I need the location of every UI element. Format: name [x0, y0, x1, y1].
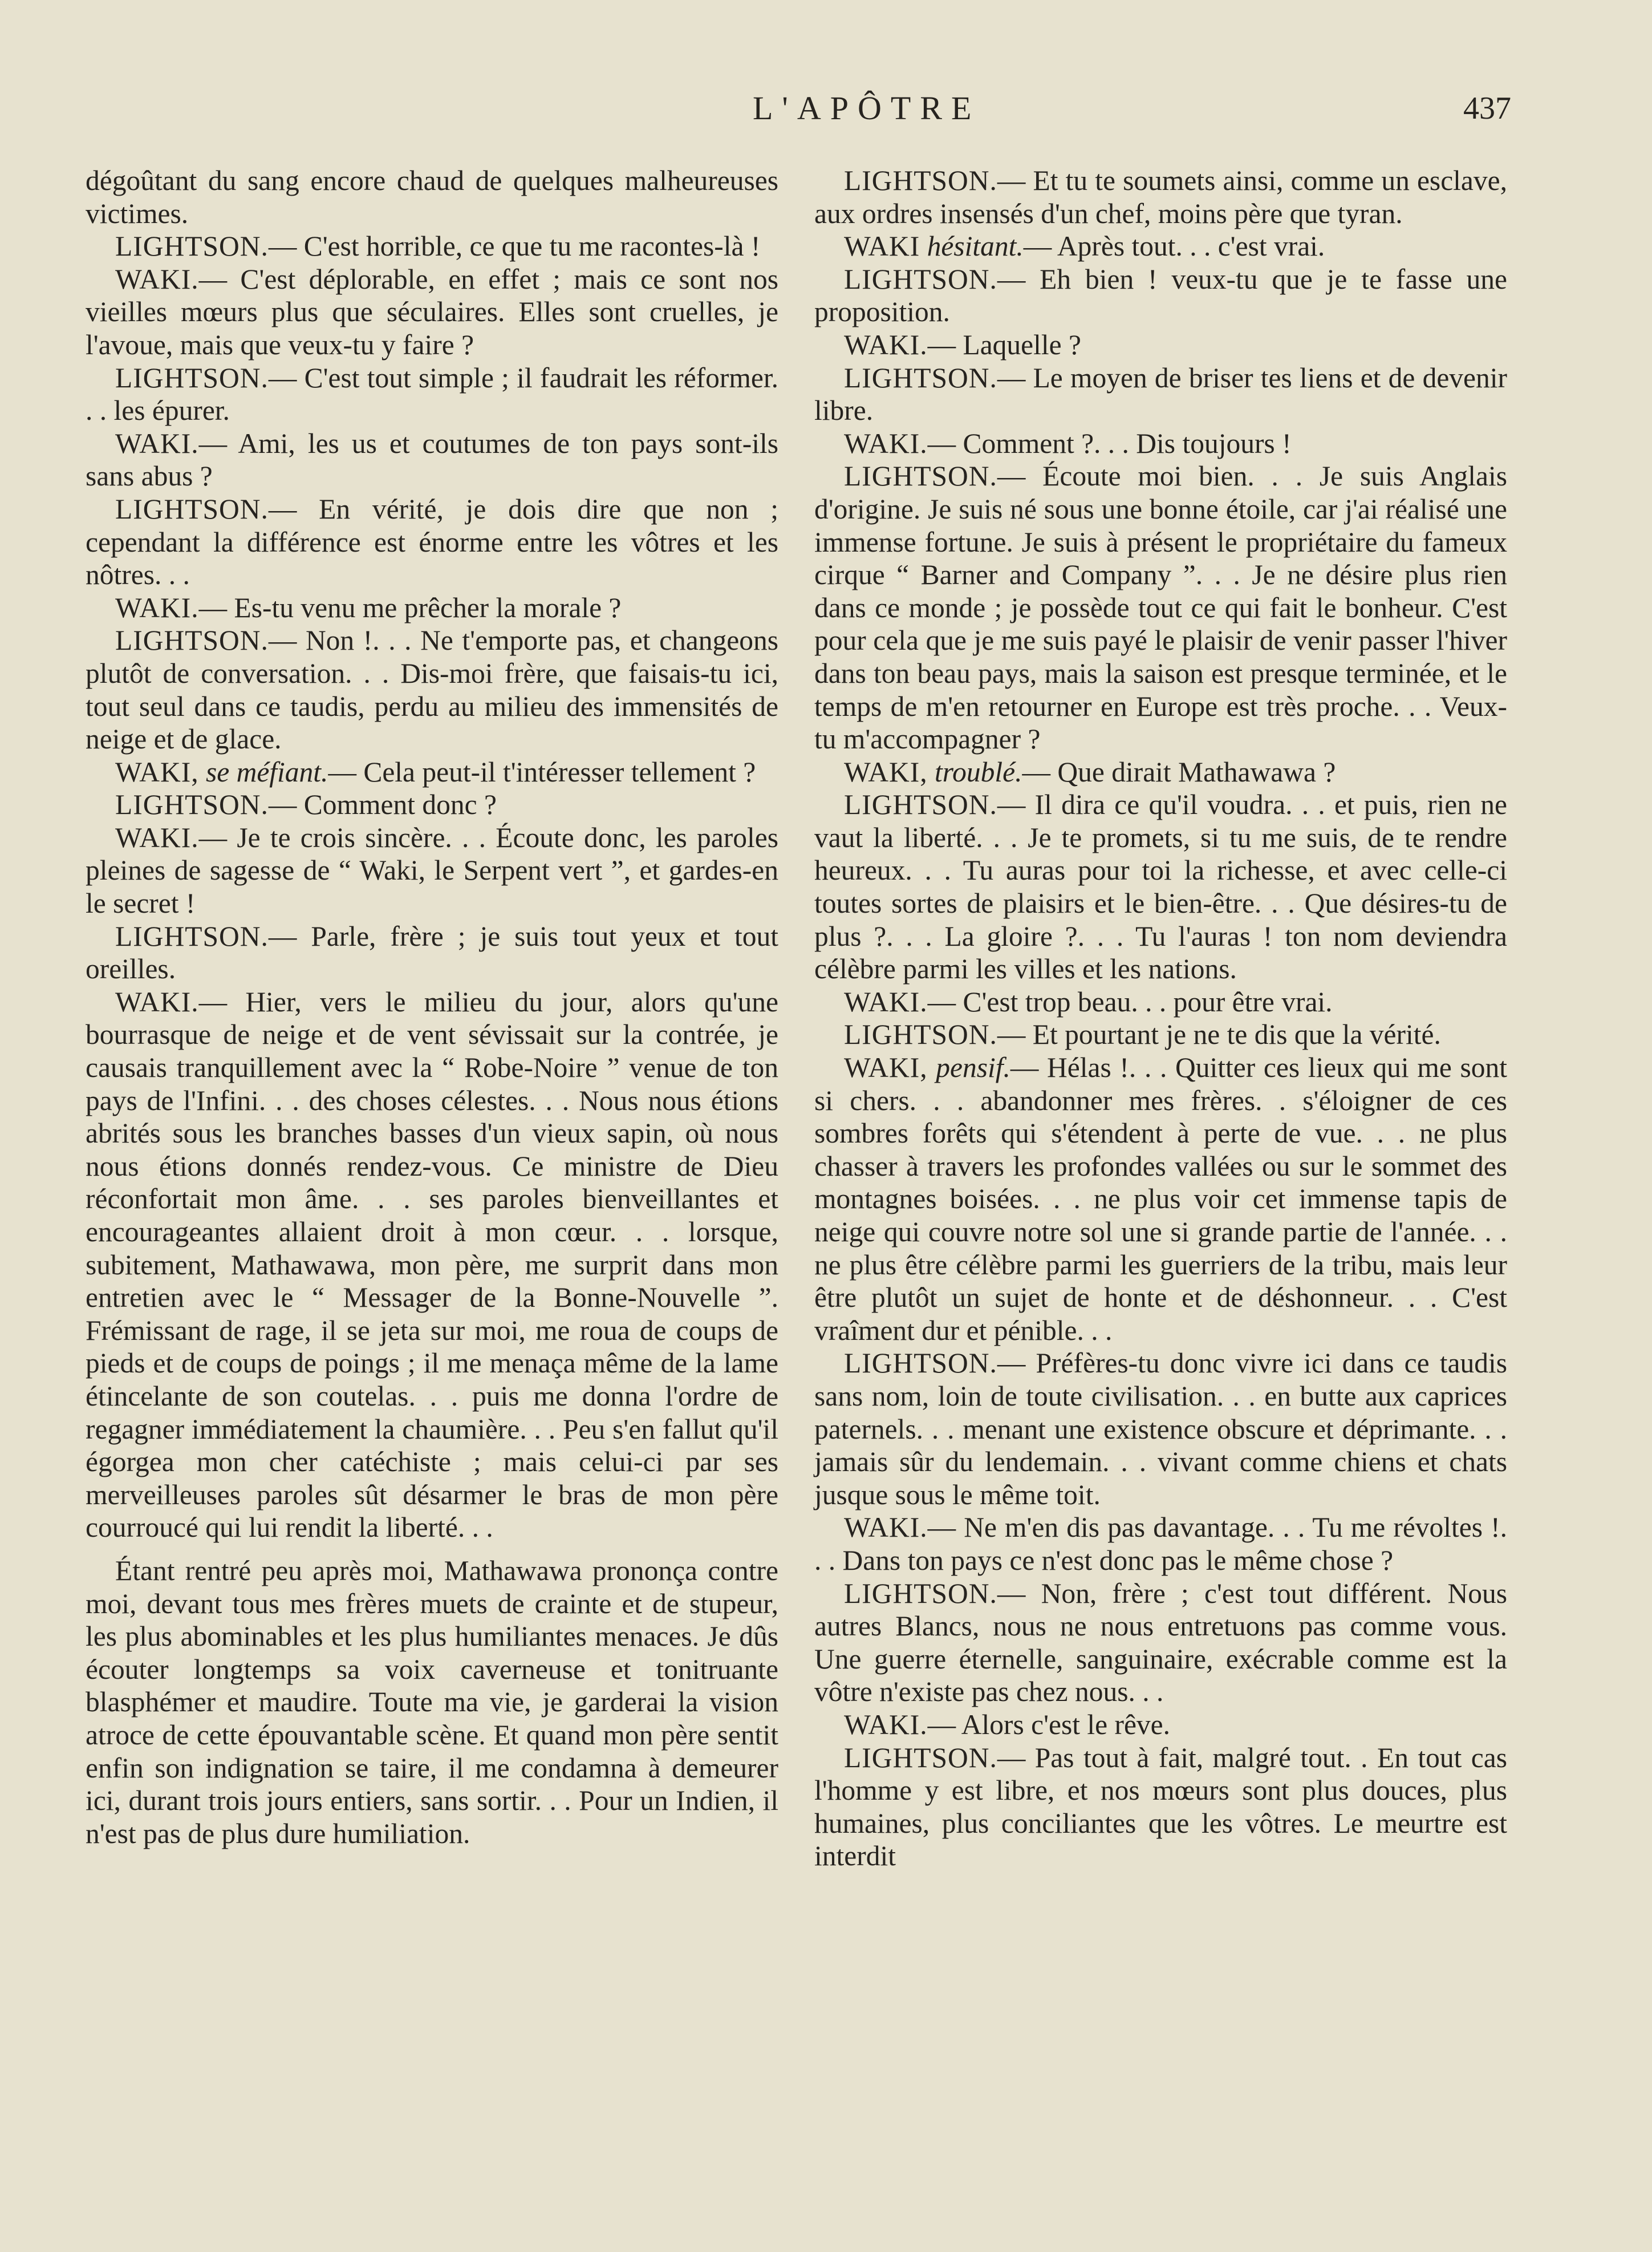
- speaker-name: LIGHTSON.: [115, 493, 269, 525]
- line-text: — Je te crois sincère. . . Écoute donc, les paroles pleines de sagesse de “ Waki, le Serpent vert ”, et gardes-en le secret !: [86, 821, 778, 920]
- speaker-name: WAKI.: [115, 427, 199, 459]
- speaker-name: WAKI.: [115, 821, 199, 853]
- line-text: — Non !. . . Ne t'emporte pas, et changeons plutôt de conversation. . . Dis-moi frère, que faisais-tu ici, tout seul dans ce taudis, perdu au milieu des immensités de neige et de glace.: [86, 625, 778, 755]
- dialogue-line: [814, 329, 1507, 362]
- dialogue-line: [814, 986, 1507, 1019]
- left-column: [86, 164, 778, 1850]
- dialogue-line: [86, 427, 778, 493]
- line-text: — En vérité, je dois dire que non ; cependant la différence est énorme entre les vôtres et les nôtres. . .: [86, 493, 778, 591]
- dialogue-line: [86, 756, 778, 789]
- line-text: — Parle, frère ; je suis tout yeux et tout oreilles.: [86, 920, 778, 985]
- dialogue-line: [814, 164, 1507, 230]
- text-paragraph: [86, 1554, 778, 1850]
- dialogue-line: [814, 1708, 1507, 1741]
- line-text: — Hélas !. . . Quitter ces lieux qui me sont si chers. . . abandonner mes frères. . s'éloigner de ces sombres forêts qui s'étendent à perte de vue. . . ne plus chasser à travers les profondes vallées ou sur le sommet des montagnes boisées. . . ne plus voir cet immense tapis de neige qui couvre notre sol une si grande partie de l'année. . . ne plus être célèbre parmi les guerriers de la tribu, mais leur être plutôt un sujet de honte et de déshonneur. . . C'est vraîment dur et pénible. . .: [814, 1052, 1507, 1346]
- speaker-name: WAKI: [844, 230, 920, 262]
- line-text: — Alors c'est le rêve.: [927, 1708, 1171, 1740]
- dialogue-line: [814, 1347, 1507, 1511]
- line-text: — Eh bien ! veux-tu que je te fasse une proposition.: [814, 263, 1507, 328]
- line-text: — Préfères-tu donc vivre ici dans ce taudis sans nom, loin de toute civilisation. . . en butte aux caprices paternels. . . menant une existence obscure et déprimante. . . jamais sûr du lendemain. . . vivant comme chiens et chats jusque sous le même toit.: [814, 1347, 1507, 1510]
- speaker-name: WAKI.: [115, 986, 199, 1018]
- speaker-name: WAKI.: [844, 427, 928, 459]
- dialogue-line: [814, 460, 1507, 755]
- line-text: — Pas tout à fait, malgré tout. . En tout cas l'homme y est libre, et nos mœurs sont plus douces, plus humaines, plus conciliantes que les vôtres. Le meurtre est interdit: [814, 1741, 1507, 1872]
- line-text: — C'est trop beau. . . pour être vrai.: [927, 986, 1333, 1018]
- speaker-name: LIGHTSON.: [115, 362, 269, 394]
- dialogue-line: [814, 1018, 1507, 1051]
- dialogue-line: [814, 1577, 1507, 1708]
- speaker-name: WAKI.: [844, 1512, 928, 1544]
- page-header: [86, 86, 1511, 131]
- line-text: — Cela peut-il t'intéresser tellement ?: [328, 756, 756, 788]
- speaker-name: LIGHTSON.: [115, 625, 269, 657]
- line-text: — Non, frère ; c'est tout différent. Nous autres Blancs, nous ne nous entretuons pas comme vous. Une guerre éternelle, sanguinaire, exécrable comme est la vôtre n'existe pas chez nous. . .: [814, 1577, 1507, 1708]
- dialogue-line: [86, 230, 778, 263]
- line-text: — Écoute moi bien. . . Je suis Anglais d'origine. Je suis né sous une bonne étoile, car j'ai réalisé une immense fortune. Je suis à présent le propriétaire du fameux cirque “ Barner and Company ”. . . Je ne désire plus rien dans ce monde ; je possède tout ce qui fait le bonheur. C'est pour cela que je me suis payé le plaisir de venir passer l'hiver dans ton beau pays, mais la saison est presque terminée, et le temps de m'en retourner en Europe est très proche. . . Veux-tu m'accompagner ?: [814, 460, 1507, 755]
- speaker-name: LIGHTSON.: [844, 1347, 997, 1379]
- line-text: — C'est horrible, ce que tu me racontes-là !: [268, 230, 761, 262]
- speaker-name: WAKI.: [115, 263, 199, 295]
- line-text: — Ne m'en dis pas davantage. . . Tu me révoltes !. . . Dans ton pays ce n'est donc pas le même chose ?: [814, 1512, 1507, 1576]
- speaker-name: WAKI,: [844, 1052, 928, 1084]
- dialogue-line: [86, 821, 778, 920]
- page-number: 437: [1463, 91, 1511, 126]
- stage-direction: se méfiant.: [205, 756, 328, 788]
- right-column: [814, 164, 1507, 1873]
- speaker-name: WAKI.: [844, 986, 928, 1018]
- dialogue-line: [86, 592, 778, 625]
- dialogue-line: [86, 624, 778, 755]
- line-text: — Et tu te soumets ainsi, comme un esclave, aux ordres insensés d'un chef, moins père que tyran.: [814, 165, 1507, 229]
- speaker-name: WAKI,: [115, 756, 199, 788]
- speaker-name: LIGHTSON.: [844, 1577, 997, 1609]
- dialogue-line: [814, 1051, 1507, 1347]
- dialogue-line: [814, 362, 1507, 427]
- line-text: — Le moyen de briser tes liens et de devenir libre.: [814, 362, 1507, 427]
- speaker-name: LIGHTSON.: [115, 789, 269, 821]
- speaker-name: LIGHTSON.: [115, 920, 269, 952]
- speaker-name: LIGHTSON.: [844, 362, 997, 394]
- dialogue-line: [86, 493, 778, 592]
- line-text: — Ami, les us et coutumes de ton pays sont-ils sans abus ?: [86, 427, 778, 492]
- dialogue-line: [86, 362, 778, 427]
- speaker-name: WAKI.: [115, 592, 199, 623]
- line-text: — Comment ?. . . Dis toujours !: [927, 427, 1292, 459]
- speaker-name: LIGHTSON.: [844, 263, 997, 295]
- line-text: — Et pourtant je ne te dis que la vérité.: [997, 1019, 1441, 1051]
- speaker-name: WAKI,: [844, 756, 928, 788]
- dialogue-line: [86, 788, 778, 821]
- line-text: — C'est tout simple ; il faudrait les réformer. . . les épurer.: [86, 362, 778, 427]
- speaker-name: WAKI.: [844, 1708, 928, 1740]
- dialogue-line: [86, 920, 778, 986]
- dialogue-line: [814, 230, 1507, 263]
- speaker-name: LIGHTSON.: [844, 789, 997, 821]
- speaker-name: LIGHTSON.: [844, 460, 997, 492]
- dialogue-line: [86, 986, 778, 1544]
- speaker-name: LIGHTSON.: [844, 165, 997, 196]
- line-text: dégoûtant du sang encore chaud de quelques malheureuses victimes.: [86, 165, 778, 229]
- speaker-name: WAKI.: [844, 329, 928, 361]
- dialogue-line: [814, 1511, 1507, 1577]
- dialogue-line: [86, 263, 778, 362]
- line-text: — Que dirait Mathawawa ?: [1022, 756, 1336, 788]
- speaker-name: LIGHTSON.: [844, 1741, 997, 1773]
- dialogue-line: [814, 263, 1507, 329]
- stage-direction: troublé.: [934, 756, 1022, 788]
- speaker-name: LIGHTSON.: [115, 230, 269, 262]
- dialogue-line: [814, 1741, 1507, 1873]
- stage-direction: pensif.: [936, 1052, 1010, 1084]
- dialogue-line: [814, 788, 1507, 986]
- text-paragraph: [86, 164, 778, 230]
- stage-direction: hésitant.: [927, 230, 1024, 262]
- running-title: L'APÔTRE: [753, 90, 981, 127]
- line-text: — Hier, vers le milieu du jour, alors qu'une bourrasque de neige et de vent sévissait sur la contrée, je causais tranquillement avec la “ Robe-Noire ” venue de ton pays de l'Infini. . . des choses célestes. . . Nous nous étions abrités sous les branches basses d'un vieux sapin, où nous nous étions donnés rendez-vous. Ce ministre de Dieu réconfortait mon âme. . . ses paroles bienveillantes et encourageantes allaient droit à mon cœur. . . lorsque, subitement, Mathawawa, mon père, me surprit dans mon entretien avec le “ Messager de la Bonne-Nouvelle ”. Frémissant de rage, il se jeta sur moi, me roua de coups de pieds et de coups de poings ; il me menaça même de la lame étincelante de son coutelas. . . puis me donna l'ordre de regagner immédiatement la chaumière. . . Peu s'en fallut qu'il égorgea mon cher catéchiste ; mais celui-ci par ses merveilleuses paroles sût désarmer le bras de mon père courroucé qui lui rendit la liberté. . .: [86, 986, 778, 1544]
- line-text: — Laquelle ?: [927, 329, 1081, 361]
- line-text: Étant rentré peu après moi, Mathawawa prononça contre moi, devant tous mes frères muets de crainte et de stupeur, les plus abominables et les plus humiliantes menaces. Je dûs écouter longtemps sa voix caverneuse et tonitruante blasphémer et maudire. Toute ma vie, je garderai la vision atroce de cette épouvantable scène. Et quand mon père sentit enfin son indignation se taire, il me condamna à demeurer ici, durant trois jours entiers, sans sortir. . . Pour un Indien, il n'est pas de plus dure humiliation.: [86, 1554, 778, 1849]
- dialogue-line: [814, 427, 1507, 460]
- line-text: — C'est déplorable, en effet ; mais ce sont nos vieilles mœurs plus que séculaires. Elles sont cruelles, je l'avoue, mais que veux-tu y faire ?: [86, 263, 778, 361]
- dialogue-line: [814, 756, 1507, 789]
- line-text: — Comment donc ?: [268, 789, 497, 821]
- line-text: — Après tout. . . c'est vrai.: [1023, 230, 1325, 262]
- speaker-name: LIGHTSON.: [844, 1019, 997, 1051]
- line-text: — Es-tu venu me prêcher la morale ?: [198, 592, 622, 623]
- line-text: — Il dira ce qu'il voudra. . . et puis, rien ne vaut la liberté. . . Je te promets, si tu me suis, de te rendre heureux. . . Tu auras pour toi la richesse, et avec celle-ci toutes sortes de plaisirs et le bien-être. . . Que désires-tu de plus ?. . . La gloire ?. . . Tu l'auras ! ton nom deviendra célèbre parmi les villes et les nations.: [814, 789, 1507, 985]
